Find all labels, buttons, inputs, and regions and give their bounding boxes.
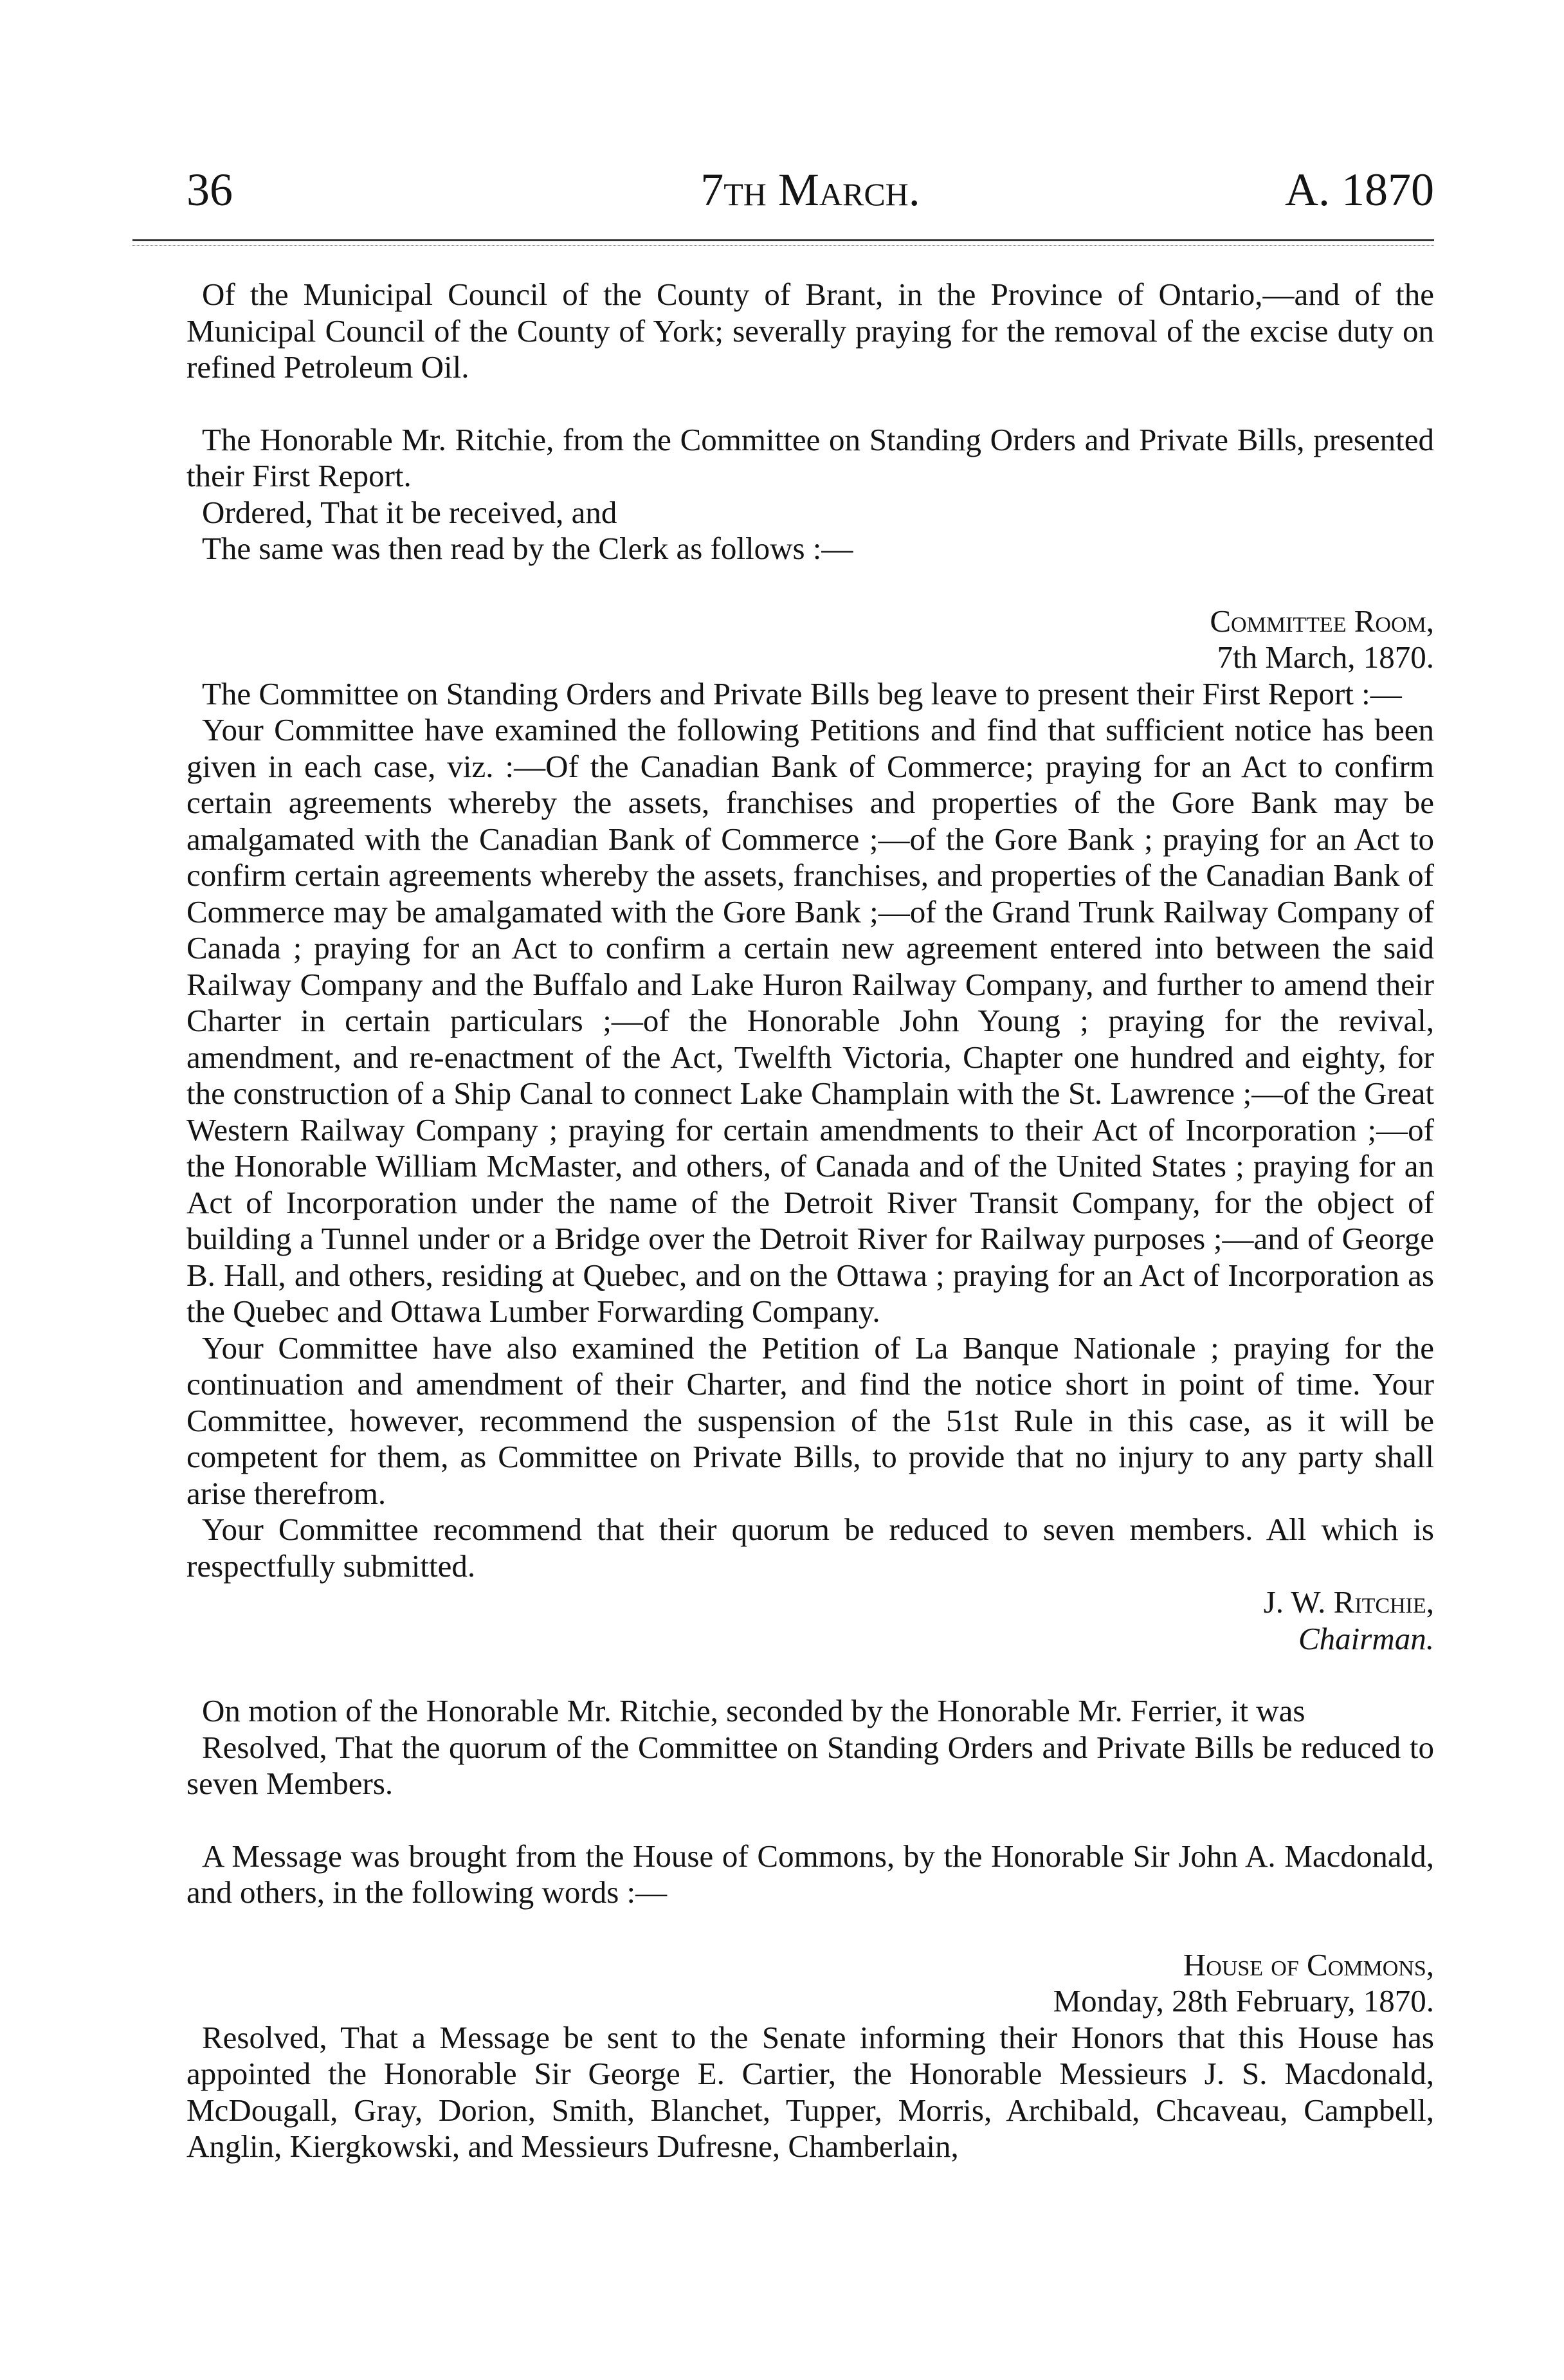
header-year: A. 1870 bbox=[1285, 164, 1434, 215]
petitions-examined-paragraph: Your Committee have examined the following Petitions and find that sufficient notice has been given in each case, viz. :—Of the Canadian Bank of Commerce; praying for an Act to confirm certain agreements whereby the assets, franchises and properties of the Gore Bank may be amalgamated with the Canadian Bank of Commerce ;—of the Gore Bank ; praying for an Act to confirm certain agreements whereby the assets, franchises, and properties of the Canadian Bank of Commerce may be amalgamated with the Gore Bank ;—of the Grand Trunk Railway Company of Canada ; praying for an Act to confirm a certain new agreement entered into between the said Railway Company and the Buffalo and Lake Huron Railway Company, and further to amend their Charter in certain particulars ;—of the Honorable John Young ; praying for the revival, amendment, and re-enactment of the Act, Twelfth Victoria, Chapter one hundred and eighty, for the construction of a Ship Canal to connect Lake Champlain with the St. Lawrence ;—of the Great Western Railway Company ; praying for certain amendments to their Act of Incorporation ;—of the Honorable William McMaster, and others, of Canada and of the United States ; praying for an Act of Incorporation under the name of the Detroit River Transit Company, for the object of building a Tunnel under or a Bridge over the Detroit River for Railway purposes ;—and of George B. Hall, and others, residing at Quebec, and on the Ottawa ; praying for an Act of Incorporation as the Quebec and Ottawa Lumber Forwarding Company. bbox=[186, 712, 1434, 1329]
banque-nationale-paragraph: Your Committee have also examined the Petition of La Banque Nationale ; praying for the continuation and amendment of their Charter, and find the notice short in point of time. Your Committee, however, recommend the suspension of the 51st Rule in this case, as it will be competent for them, as Committee on Private Bills, to provide that no injury to any party shall arise therefrom. bbox=[186, 1330, 1434, 1511]
motion-paragraph: On motion of the Honorable Mr. Ritchie, seconded by the Honorable Mr. Ferrier, it was bbox=[202, 1693, 1305, 1728]
header-rule-dotted bbox=[132, 245, 1434, 246]
signature-name: J. W. Ritchie, bbox=[1263, 1584, 1434, 1620]
report-presented-paragraph: The Honorable Mr. Ritchie, from the Committee on Standing Orders and Private Bills, presented their First Report. bbox=[186, 421, 1434, 493]
report-intro-paragraph: The Committee on Standing Orders and Private Bills beg leave to present their First Report :— bbox=[202, 675, 1402, 711]
message-paragraph: A Message was brought from the House of Commons, by the Honorable Sir John A. Macdonald, and others, in the following words :— bbox=[186, 1838, 1434, 1910]
read-by-clerk-paragraph: The same was then read by the Clerk as follows :— bbox=[202, 531, 853, 566]
house-of-commons-date: Monday, 28th February, 1870. bbox=[1053, 1983, 1434, 2018]
house-of-commons-heading: House of Commons, bbox=[1183, 1946, 1434, 1982]
page-body bbox=[186, 277, 1434, 2165]
page-number: 36 bbox=[186, 164, 233, 215]
committee-room-date: 7th March, 1870. bbox=[1217, 639, 1434, 675]
signature-title: Chairman. bbox=[1298, 1620, 1434, 1656]
quorum-recommendation-paragraph: Your Committee recommend that their quorum be reduced to seven members. All which is respectfully submitted. bbox=[186, 1512, 1434, 1584]
header-date: 7th March. bbox=[700, 164, 920, 215]
resolved-quorum-paragraph: Resolved, That the quorum of the Committee on Standing Orders and Private Bills be reduced to seven Members. bbox=[186, 1729, 1434, 1801]
page-header bbox=[186, 154, 1434, 225]
committee-room-heading: Committee Room, bbox=[1210, 603, 1434, 639]
header-rule bbox=[132, 239, 1434, 241]
resolved-message-paragraph: Resolved, That a Message be sent to the Senate informing their Honors that this House has appointed the Honorable Sir George E. Cartier, the Honorable Messieurs J. S. Macdonald, McDougall, Gray, Dorion, Smith, Blanchet, Tupper, Morris, Archibald, Chcaveau, Campbell, Anglin, Kiergkowski, and Messieurs Dufresne, Chamberlain, bbox=[186, 2019, 1434, 2164]
petition-paragraph: Of the Municipal Council of the County of Brant, in the Province of Ontario,—and of the Municipal Council of the County of York; severally praying for the removal of the excise duty on refined Petroleum Oil. bbox=[186, 277, 1434, 385]
ordered-paragraph: Ordered, That it be received, and bbox=[202, 494, 617, 530]
